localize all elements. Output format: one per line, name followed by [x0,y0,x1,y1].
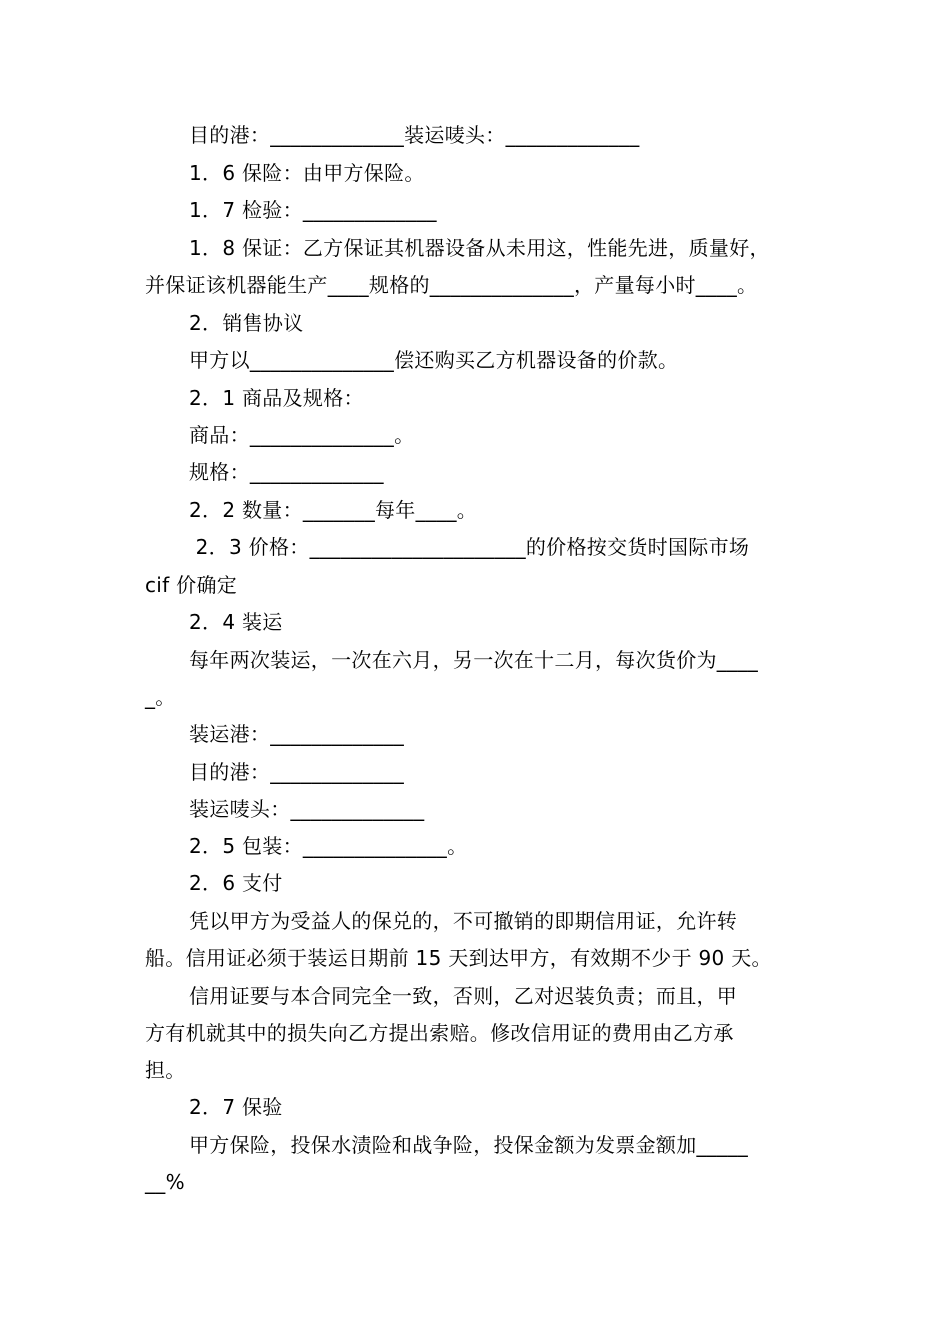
text-line: 1．7 检验：_____________ [189,198,437,222]
text-line: 装运唛头：_____________ [189,797,425,821]
section-heading: 2．销售协议 [189,311,304,335]
text-line: 目的港：_____________ [189,760,405,784]
text-line: 2．4 装运 [189,610,283,634]
text-line: 2．5 包装：______________。 [189,834,468,858]
text-line: __% [145,1170,185,1194]
text-line: 装运港：_____________ [189,722,405,746]
text-line: 船。信用证必须于装运日期前 15 天到达甲方，有效期不少于 90 天。 [145,946,772,970]
text-line: 1．6 保险：由甲方保险。 [189,161,425,185]
text-line: 担。 [145,1058,186,1082]
text-line: 2．3 价格：_____________________的价格按交货时国际市场 [189,535,750,559]
text-line: 并保证该机器能生产____规格的______________，产量每小时____。 [145,273,758,297]
text-line: 2．7 保验 [189,1095,283,1119]
text-line: 商品：______________。 [189,423,415,447]
text-line: 规格：_____________ [189,460,384,484]
text-line: 1．8 保证：乙方保证其机器设备从未用这，性能先进，质量好， [189,236,770,260]
text-line: cif 价确定 [145,573,238,597]
text-line: 甲方以______________偿还购买乙方机器设备的价款。 [189,348,679,372]
text-line: 2．1 商品及规格： [189,386,364,410]
text-line: 2．2 数量：_______每年____。 [189,498,478,522]
text-line: 凭以甲方为受益人的保兑的，不可撤销的即期信用证，允许转 [189,909,738,933]
text-line: _。 [145,685,176,709]
text-line: 2．6 支付 [189,871,283,895]
text-line: 方有机就其中的损失向乙方提出索赔。修改信用证的费用由乙方承 [145,1021,734,1045]
text-line: 甲方保险，投保水渍险和战争险，投保金额为发票金额加_____ [189,1133,748,1157]
text-line: 每年两次装运，一次在六月，另一次在十二月，每次货价为____ [189,648,758,672]
text-line: 信用证要与本合同完全一致，否则，乙对迟装负责；而且，甲 [189,984,738,1008]
text-line: 目的港：_____________装运唛头：_____________ [189,123,640,147]
